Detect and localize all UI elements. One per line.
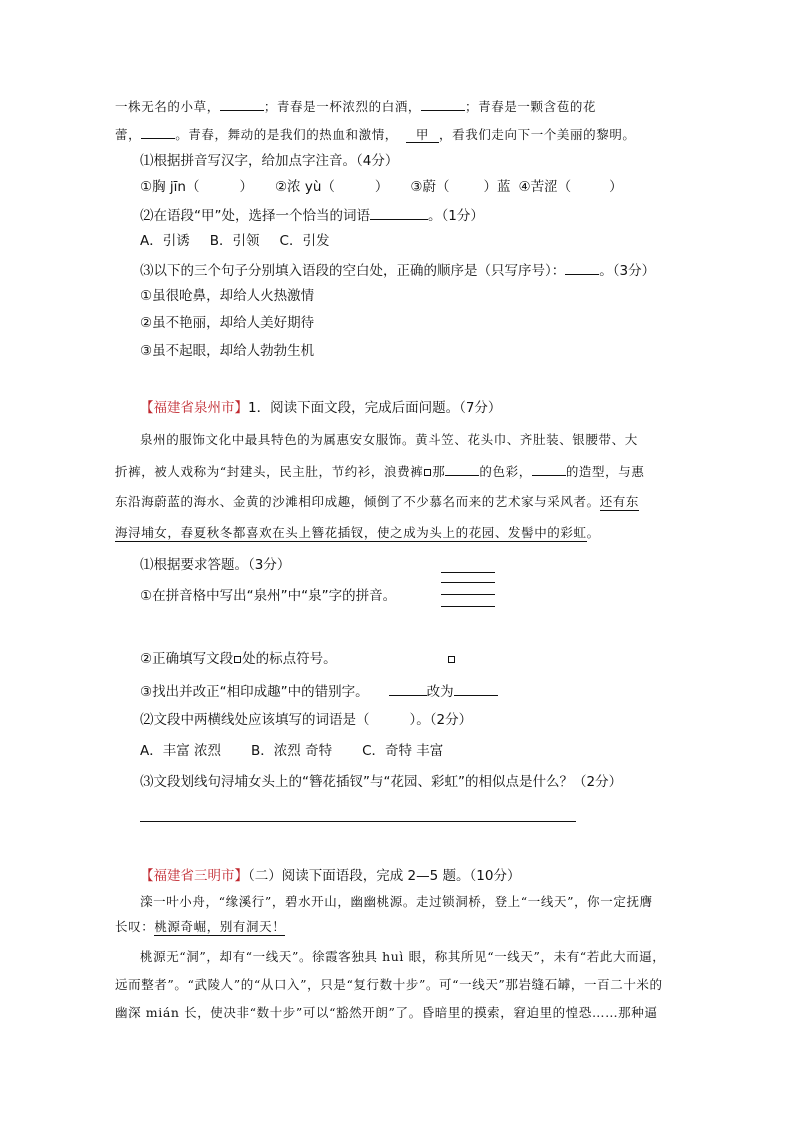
- answer-blank[interactable]: [389, 681, 427, 696]
- answer-blank[interactable]: [454, 681, 498, 696]
- question-3: ⑶以下的三个句子分别填入语段的空白处，正确的顺序是（只写序号）： 。（3分）: [140, 260, 655, 280]
- section-heading-sanming: 【福建省三明市】（二）阅读下面语段，完成 2—5 题。（10分）: [140, 868, 521, 884]
- option-c[interactable]: C．奇特 丰富: [362, 743, 444, 759]
- question-2-options: [140, 232, 329, 250]
- answer-blank[interactable]: [532, 461, 566, 476]
- passage-line: 幽深 mián 长，使决非“数十步”可以“豁然开朗”了。昏暗里的摸索，窘迫里的惶恐……那种逼: [115, 1005, 658, 1020]
- jia-marker: 甲: [406, 127, 439, 143]
- passage-line: 蕾， 。青春，舞动的是我们的热血和激情， 甲 ，看我们走向下一个美丽的黎明。: [115, 124, 636, 144]
- passage-line: 远而整者”。“武陵人”的“从口入”，只是“复行数十步”。可“一线天”那岩缝石罅，一百二十米的: [115, 977, 663, 992]
- question-b-options: [140, 742, 443, 760]
- question-2: ⑵在语段“甲”处，选择一个恰当的词语 。（1分）: [140, 205, 484, 225]
- passage-line: 长叹：桃源奇崛，别有洞天！: [115, 919, 286, 934]
- passage-line: 泉州的服饰文化中最具特色的为属惠安女服饰。黄斗笠、花头巾、齐肚装、银腰带、大: [140, 432, 638, 447]
- answer-blank[interactable]: [445, 461, 479, 476]
- passage-line: 桃源无“洞”，却有“一线天”。徐霞客独具 huì 眼，称其所见“一线天”，未有“若此大而逼，: [140, 949, 666, 964]
- sentence-1: ①虽很呛鼻，却给人火热激情: [140, 288, 315, 304]
- punctuation-box[interactable]: [424, 469, 431, 476]
- option-a[interactable]: A．丰富 浓烈: [140, 743, 222, 759]
- answer-blank[interactable]: [141, 124, 175, 139]
- section-heading-quanzhou: 【福建省泉州市】1．阅读下面文段，完成后面问题。（7分）: [140, 400, 502, 416]
- option-b[interactable]: B．引领: [209, 233, 260, 249]
- answer-blank[interactable]: [370, 205, 428, 220]
- option-b[interactable]: B．浓烈 奇特: [251, 743, 333, 759]
- option-a[interactable]: A．引诱: [140, 233, 190, 249]
- passage-line: 滦一叶小舟，“缘溪行”，碧水开山，幽幽桃源。走过锁洞桥，登上“一线天”，你一定抚膺: [140, 894, 653, 909]
- question-1: ⑴根据拼音写汉字，给加点字注音。（4分）: [140, 153, 399, 169]
- passage-line: 一株无名的小草， ；青春是一杯浓烈的白酒， ；青春是一颗含苞的花: [115, 96, 596, 116]
- passage-line: 海浔埔女，春夏秋冬都喜欢在头上簪花插钗，使之成为头上的花园、发髻中的彩虹。: [115, 525, 600, 540]
- question-a1: ①在拼音格中写出“泉州”中“泉”字的拼音。: [140, 588, 397, 604]
- pinyin-grid-line: [441, 606, 495, 607]
- passage-line: 折裤，被人戏称为“封建头，民主肚，节约衫，浪费裤 那 的色彩， 的造型，与惠: [115, 461, 644, 481]
- question-a2: ②正确填写文段 处的标点符号。: [140, 651, 337, 667]
- punctuation-box: [234, 656, 241, 663]
- answer-blank[interactable]: [220, 96, 264, 111]
- pinyin-grid-line: [441, 572, 495, 573]
- sentence-3: ③虽不起眼，却给人勃勃生机: [140, 343, 315, 359]
- passage-line: 东沿海蔚蓝的海水、金黄的沙滩相印成趣，倾倒了不少慕名而来的艺术家与采风者。还有东: [115, 494, 640, 509]
- answer-blank[interactable]: [421, 96, 465, 111]
- question-c: ⑶文段划线句浔埔女头上的“簪花插钗”与“花园、彩虹”的相似点是什么？（2分）: [140, 774, 623, 790]
- question-a: ⑴根据要求答题。（3分）: [140, 557, 291, 573]
- answer-blank[interactable]: [565, 260, 599, 275]
- region-tag: 【福建省泉州市】: [140, 400, 248, 416]
- region-tag: 【福建省三明市】: [140, 868, 248, 884]
- question-1-items: ①胸 jīn（ ） ②浓 yù（ ） ③蔚（ ）蓝 ④苦涩（ ）: [140, 179, 623, 195]
- option-c[interactable]: C．引发: [279, 233, 330, 249]
- answer-line[interactable]: [140, 821, 576, 822]
- sentence-2: ②虽不艳丽，却给人美好期待: [140, 315, 315, 331]
- question-a3: ③找出并改正“相印成趣”中的错别字。 改为: [140, 681, 498, 701]
- pinyin-grid-line: [441, 582, 495, 583]
- question-b: ⑵文段中两横线处应该填写的词语是（ ）。（2分）: [140, 712, 473, 728]
- punctuation-answer-box[interactable]: [448, 656, 455, 663]
- pinyin-grid-line: [441, 594, 495, 595]
